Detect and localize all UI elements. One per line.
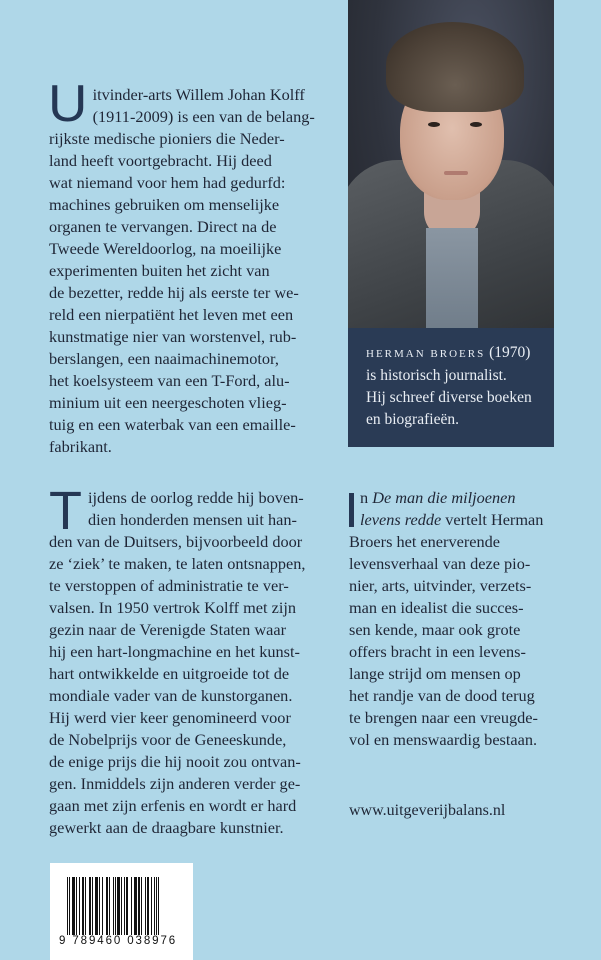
text-line: Hij werd vier keer genomineerd voor [49, 708, 291, 727]
isbn-number: 9 789460 038976 [59, 935, 178, 947]
text-line: man en idealist die succes- [349, 598, 524, 617]
text-line: de Nobelprijs voor de Geneeskunde, [49, 730, 287, 749]
text-line: te verstoppen of administratie te ver- [49, 576, 289, 595]
photo-hair [386, 22, 524, 112]
text-line: gaan met zijn erfenis en wordt er hard [49, 796, 297, 815]
text-line: hij een hart-longmachine en het kunst- [49, 642, 300, 661]
text-line: offers bracht in een levens- [349, 642, 526, 661]
bio-line: Hij schreef diverse boeken [366, 389, 532, 406]
bio-line: en biografieën. [366, 411, 459, 428]
text-line: nier, arts, uitvinder, verzets- [349, 576, 532, 595]
photo-mouth [444, 171, 468, 175]
text-line: rijkste medische pioniers die Neder- [49, 129, 285, 148]
intro-paragraph [48, 75, 319, 458]
text-line: gewerkt aan de draagbare kunstnier. [49, 818, 284, 837]
text-line: tuig en een waterbak van een emaille- [49, 415, 296, 434]
text-line: te brengen naar een vreugde- [349, 708, 538, 727]
photo-shirt [426, 228, 478, 328]
barcode-bars [67, 877, 182, 939]
text-line: (1911-2009) is een van de belang- [92, 107, 315, 126]
text-line: experimenten buiten het zicht van [49, 261, 270, 280]
text-line: gen. Inmiddels zijn anderen verder ge- [49, 774, 301, 793]
author-name: HERMAN BROERS [366, 348, 486, 360]
text-line: mondiale vader van de kunstorganen. [49, 686, 293, 705]
dropcap-letter-i [349, 493, 354, 527]
text-line: lange strijd om mensen op [349, 664, 521, 683]
text-line: Tweede Wereldoorlog, na moeilijke [49, 239, 282, 258]
text-line: fabrikant. [49, 437, 112, 456]
text-line: vol en menswaardig bestaan. [349, 730, 538, 749]
text-line: sen kende, maar ook grote [349, 620, 521, 639]
text-line: kunstmatige nier van worstenvel, rub- [49, 327, 297, 346]
dropcap-letter: T [49, 481, 82, 541]
text-line [349, 509, 579, 531]
wartime-paragraph [49, 481, 329, 839]
text-line: minium uit een neergeschoten vlieg- [49, 393, 287, 412]
text-line: het randje van de dood terug [349, 686, 535, 705]
text-line: gezin naar de Verenigde Staten waar [49, 620, 287, 639]
text-line: ijdens de oorlog redde hij boven- [88, 488, 304, 507]
text-line: het koelsysteem van een T-Ford, alu- [49, 371, 290, 390]
dropcap-letter: U [48, 75, 88, 133]
author-name-line [366, 342, 554, 365]
book-title: De man die miljoenen [372, 488, 516, 507]
text-line: de enige prijs die hij nooit zou ontvan- [49, 752, 301, 771]
text-line: hart ontwikkelde en uitgroeide tot de [49, 664, 290, 683]
isbn-barcode [50, 863, 193, 960]
text-line: organen te vervangen. Direct na de [49, 217, 277, 236]
text-line: itvinder-arts Willem Johan Kolff [92, 85, 305, 104]
text-line: dien honderden mensen uit han- [88, 510, 297, 529]
text-line: den van de Duitsers, bijvoorbeeld door [49, 532, 303, 551]
text-line: land heeft voortgebracht. Hij deed [49, 151, 272, 170]
publisher-website-link[interactable]: www.uitgeverijbalans.nl [349, 802, 506, 819]
photo-eye [428, 122, 440, 127]
text-line: berslangen, een naaimachinemotor, [49, 349, 279, 368]
text-line: levensverhaal van deze pio- [349, 554, 531, 573]
bio-line: is historisch journalist. [366, 367, 507, 384]
book-title: levens redde [360, 510, 442, 529]
text-line: reld een nierpatiënt het leven met een [49, 305, 294, 324]
text-line: ze ‘ziek’ te maken, te laten ontsnappen, [49, 554, 306, 573]
author-photo [348, 0, 554, 328]
author-panel [348, 0, 554, 447]
text-line: Broers het enerverende [349, 532, 500, 551]
text-fragment: n [360, 488, 373, 507]
book-summary-paragraph [349, 487, 579, 751]
text-line: valsen. In 1950 vertrok Kolff met zijn [49, 598, 297, 617]
text-line [349, 487, 579, 509]
author-birth-year: (1970) [489, 344, 531, 361]
text-line: wat niemand voor hem had gedurfd: [49, 173, 286, 192]
text-line: machines gebruiken om menselijke [49, 195, 280, 214]
text-fragment: vertelt Herman [441, 510, 544, 529]
text-line: de bezetter, redde hij als eerste ter we- [49, 283, 299, 302]
author-bio [348, 328, 554, 447]
photo-eye [470, 122, 482, 127]
